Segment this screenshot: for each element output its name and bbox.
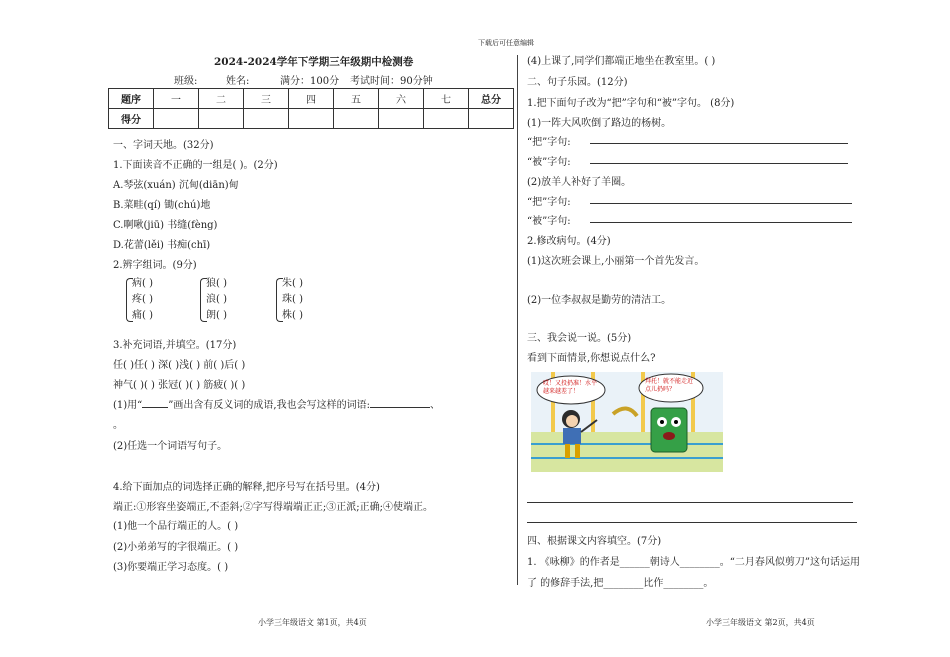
q2-item: 株( ) — [282, 310, 303, 321]
question-4: 4.给下面加点的词选择正确的解释,把序号写在括号里。(4分) — [113, 482, 380, 493]
q4-item-2: (2)小弟弟写的字很端正。( ) — [113, 542, 239, 553]
score-table-score-row — [109, 109, 514, 129]
score-cell: 二 — [199, 89, 244, 109]
q2-group-3 — [282, 276, 303, 324]
q1-option-d: D.花蕾(lěi) 书痴(chī) — [113, 240, 211, 251]
s3-answer-line-1[interactable] — [527, 502, 853, 503]
score-input-cell[interactable] — [379, 109, 424, 129]
q2-group-1 — [132, 276, 153, 324]
header-note: 下载后可任意编辑 — [478, 39, 534, 47]
score-input-cell[interactable] — [244, 109, 289, 129]
q4-item-3: (3)你要端正学习态度。( ) — [113, 562, 229, 573]
bei-answer-line-1[interactable] — [590, 163, 848, 164]
q3-sub1-end: 、 — [429, 400, 440, 411]
q2-item: 痛( ) — [132, 310, 153, 321]
q3-sub1-text: ”画出含有反义词的成语,我也会写这样的词语: — [168, 400, 370, 411]
s3-answer-line-2[interactable] — [527, 522, 857, 523]
speech-bubble-bin: 拜托！就不能走近点儿扔吗？ — [645, 378, 694, 393]
score-input-cell[interactable] — [199, 109, 244, 129]
exam-title: 2024-2024学年下学期三年级期中检测卷 — [214, 56, 414, 68]
s4-question-line-2: 了 的修辞手法,把________比作________。 — [527, 578, 714, 589]
q4-definition: 端正:①形容坐姿端正,不歪斜;②字写得端端正正;③正派;正确;④使端正。 — [113, 502, 434, 513]
r2-sentence-2: (2)一位李叔叔是勤劳的清洁工。 — [527, 295, 672, 306]
s4-question-line-1: 1. 《咏柳》的作者是______朝诗人________。“二月春风似剪刀”这句话运用 — [527, 557, 860, 568]
score-cell: 四 — [289, 89, 334, 109]
cartoon-illustration — [531, 372, 723, 472]
q3-sub-2: (2)任选一个词语写句子。 — [113, 441, 228, 452]
page-footer-1: 小学三年级语文 第1页，共4页 — [258, 618, 367, 627]
score-input-cell[interactable] — [424, 109, 469, 129]
q1-option-a: A.琴弦(xuán) 沉甸(diān)甸 — [113, 180, 239, 191]
ba-label-2: “把”字句: — [527, 197, 571, 208]
q4-item-4: (4)上课了,同学们都端正地坐在教室里。( ) — [527, 56, 716, 67]
column-divider — [517, 55, 518, 585]
r2-sentence-1: (1)这次班会课上,小丽第一个首先发言。 — [527, 256, 705, 267]
q2-item: 疼( ) — [132, 294, 153, 305]
q2-item: 病( ) — [132, 278, 153, 289]
q3-answer-blank[interactable] — [370, 407, 430, 408]
q3-sub-1-cont: 。 — [113, 420, 123, 431]
question-3: 3.补充词语,并填空。(17分) — [113, 340, 237, 351]
section-3-prompt: 看到下面情景,你想说点什么? — [527, 353, 656, 364]
question-2: 2.辨字组词。(9分) — [113, 260, 197, 271]
score-cell: 三 — [244, 89, 289, 109]
bei-label-1: “被”字句: — [527, 157, 571, 168]
bei-answer-line-2[interactable] — [590, 222, 852, 223]
q2-item: 狼( ) — [206, 278, 227, 289]
ba-answer-line-2[interactable] — [590, 203, 852, 204]
q2-item: 浪( ) — [206, 294, 227, 305]
r1-sentence-2: (2)放羊人补好了羊圈。 — [527, 177, 632, 188]
section-3-heading: 三、我会说一说。(5分) — [527, 333, 632, 344]
score-cell: 七 — [424, 89, 469, 109]
score-table — [108, 88, 514, 129]
score-cell: 五 — [334, 89, 379, 109]
q3-row-1: 任( )任( ) 深( )浅( ) 前( )后( ) — [113, 360, 246, 371]
score-table-header-row — [109, 89, 514, 109]
right-question-1: 1.把下面句子改为“把”字句和“被”字句。 (8分) — [527, 98, 735, 109]
score-input-cell[interactable] — [334, 109, 379, 129]
q2-group-2 — [206, 276, 227, 324]
name-label: 姓名: — [226, 76, 250, 87]
q2-item: 朱( ) — [282, 278, 303, 289]
bei-label-2: “被”字句: — [527, 216, 571, 227]
score-input-cell[interactable] — [469, 109, 514, 129]
section-1-heading: 一、字词天地。(32分) — [113, 140, 214, 151]
score-cell: 一 — [154, 89, 199, 109]
full-score: 满分：100分 — [280, 76, 340, 87]
speech-bubble-boy: 哎！又投扔准！水平越来越差了！ — [543, 380, 598, 395]
q1-option-b: B.菜畦(qí) 锄(chú)地 — [113, 200, 211, 211]
ba-answer-line-1[interactable] — [590, 143, 848, 144]
score-row-label: 得分 — [109, 109, 154, 129]
right-question-2: 2.修改病句。(4分) — [527, 236, 611, 247]
q1-option-c: C.啊啾(jiū) 书缝(fèng) — [113, 220, 218, 231]
exam-time: 考试时间：90分钟 — [350, 76, 433, 87]
score-input-cell[interactable] — [154, 109, 199, 129]
q3-sub1-start: (1)用“ — [113, 400, 143, 411]
ba-label-1: “把”字句: — [527, 137, 571, 148]
question-1: 1.下面读音不正确的一组是( )。(2分) — [113, 160, 278, 171]
q4-item-1: (1)他一个品行端正的人。( ) — [113, 521, 239, 532]
class-label: 班级: — [174, 76, 198, 87]
score-input-cell[interactable] — [289, 109, 334, 129]
q3-sub-1 — [113, 396, 440, 411]
score-cell: 题序 — [109, 89, 154, 109]
score-cell: 总分 — [469, 89, 514, 109]
page-footer-2: 小学三年级语文 第2页，共4页 — [706, 618, 815, 627]
score-cell: 六 — [379, 89, 424, 109]
section-4-heading: 四、根据课文内容填空。(7分) — [527, 536, 662, 547]
q2-item: 朗( ) — [206, 310, 227, 321]
q3-row-2: 神气( )( ) 张冠( )( ) 筋疲( )( ) — [113, 380, 246, 391]
section-2-heading: 二、句子乐园。(12分) — [527, 77, 628, 88]
q2-item: 珠( ) — [282, 294, 303, 305]
r1-sentence-1: (1)一阵大风吹倒了路边的杨树。 — [527, 118, 672, 129]
